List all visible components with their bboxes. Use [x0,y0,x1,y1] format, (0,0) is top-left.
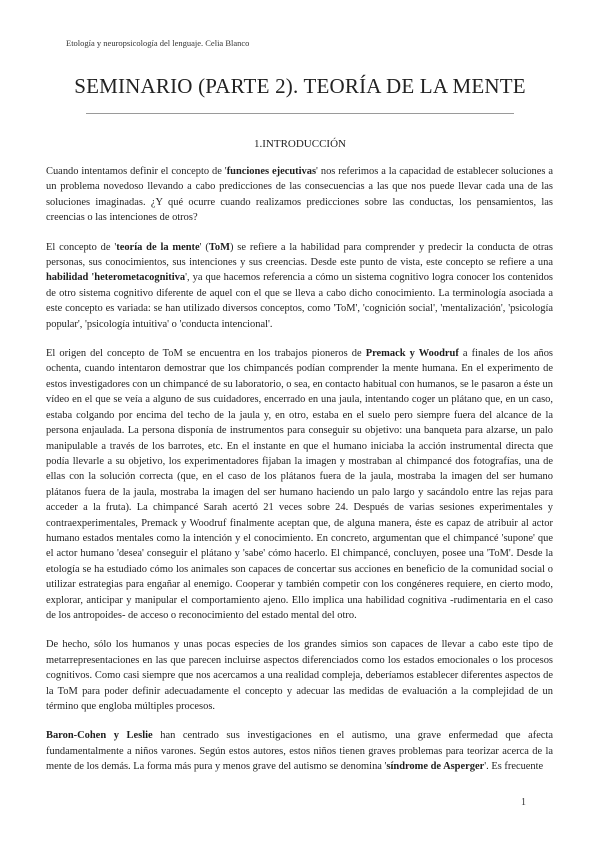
paragraph-1 [46,164,553,226]
term-tom: ToM [208,241,230,253]
term-teoria-de-la-mente: teoría de la mente [116,241,200,253]
term-sindrome-asperger: síndrome de Asperger [386,761,485,773]
term-premack-woodruf: Premack y Woodruf [365,348,459,360]
paragraph-3-text-a: El origen del concepto de ToM se encuentra en los trabajos pioneros de [46,348,366,360]
page-number: 1 [521,797,526,808]
paragraph-3 [46,346,553,623]
page-title: SEMINARIO (PARTE 2). TEORÍA DE LA MENTE [74,74,526,98]
paragraph-2-text-a: El concepto de ' [46,241,117,253]
paragraph-2-text-c: ' ( [199,241,209,253]
paragraph-4-text-a: De hecho, sólo los humanos y unas pocas especies de los grandes simios son capaces de llevar a cabo este tipo de metarrepresentaciones en las que parecen incluirse aspectos diferenciados como los estados emocionales o los procesos cognitivos. Como casi siempre que nos acercamos a una realidad compleja, deberíamos establecer diferentes aspectos de la ToM para poder definir adecuadamente el concepto y adecuar las medidas de evaluación a la complejidad de un término que engloba múltiples procesos. [46,639,553,712]
paragraph-5-text-d: '. Es frecuente [484,761,544,773]
section-heading: 1.INTRODUCCIÓN [254,138,346,150]
paragraph-2 [46,240,553,332]
running-header: Etología y neuropsicología del lenguaje. Celia Blanco [66,38,250,48]
term-funciones-ejecutivas: funciones ejecutivas [226,166,317,177]
paragraph-3-text-c: a finales de los años ochenta, cuando intentaron demostrar que los chimpancés podían comprender la mente humana. En el experimento de estos investigadores con un chimpancé de su laboratorio, o sea, en contacto habitual con humanos, se le pasaron a éste un vídeo en el que se veía a alguno de sus cuidadores, encerrado en una jaula, intentando coger un plátano que, en un caso, estaba colgando por encima del techo de la jaula y, en otro, estaba en el suelo pero siempre fuera del alcance de la persona enjaulada. La persona disponía de instrumentos para conseguir su objetivo: una banqueta para alzarse, un palo manipulable a través de los barrotes, etc. En el instante en que el humano iniciaba la acción instrumental directa que podía llevarle a su objetivo, los experimentadores fijaban la imagen y mostraban al chimpancé dos fotografías, una de ellas con la solución correcta (que, en el caso de los plátanos fuera de la jaula, mostraba la imagen del ser humano plátanos fuera de la jaula, mostraba la imagen del ser humano haciendo un palo largo y sacándolo entre las rejas para acceder a la fruta). La chimpancé Sarah acertó 21 veces sobre 24. Después de varias sesiones experimentales y contraexperimentales, Premack y Woodruf finalmente aceptan que, de alguna manera, éste es capaz de atribuir al actor humano estados mentales como la intención y el conocimiento. En concreto, argumentan que el chimpancé 'supone' que el actor humano 'desea' conseguir el plátano y 'sabe' cómo hacerlo. El chimpancé, concluyen, posee una 'ToM'. Desde la etología se ha estudiado cómo los animales son capaces de concertar sus acciones en beneficio de la comunidad social o utilizar estrategias para engañar al enemigo. Cooperar y también competir con los congéneres requiere, en cierto modo, explorar, anticipar y manipular el comportamiento ajeno. Ello implica una habilidad cognitiva -rudimentaria en el caso de los antropoides- de acceso o reconocimiento del estado mental del otro. [46,348,553,621]
paragraph-2-text-g: ', ya que hacemos referencia a cómo un sistema cognitivo logra conocer los contenidos de otro sistema cognitivo diferente de aquel con el que se lleva a cabo dicho conocimiento. La terminología asociada a este concepto es variada: se han utilizado diversos conceptos, como 'ToM', 'cognición social', 'mentalización', 'psicología popular', 'psicología intuitiva' o 'conducta intencional'. [46,272,553,330]
paragraph-4 [46,637,553,714]
body-text [46,164,553,791]
paragraph-5-text-b: han centrado sus investigaciones en el autismo, una grave enfermedad que afecta fundamentalmente a niños varones. Según estos autores, estos niños tienen graves problemas para teorizar acerca de la mente de los demás. La forma más pura y menos grave del autismo se denomina ' [46,730,553,773]
paragraph-1-text-c: ' nos referimos a la capacidad de establecer soluciones a un problema novedoso llevando a cabo predicciones de las consecuencias a las que nos puede llevar cada una de las soluciones imaginadas. ¿Y qué ocurre cuando realizamos predicciones sobre las conductas, los pensamientos, las creencias o las intenciones de otros? [46,166,554,224]
title-divider [86,113,514,114]
term-baron-cohen-leslie: Baron-Cohen y Leslie [46,730,153,742]
term-heterometacognitiva: habilidad 'heterometacognitiva [46,272,186,284]
paragraph-1-text-a: Cuando intentamos definir el concepto de ' [46,166,227,177]
paragraph-5 [46,728,553,774]
paragraph-2-text-e: ) se refiere a la habilidad para comprender y predecir la conducta de otras personas, sus conocimientos, sus intenciones y sus creencias. Desde este punto de vista, este concepto se refiere a una [46,241,553,269]
